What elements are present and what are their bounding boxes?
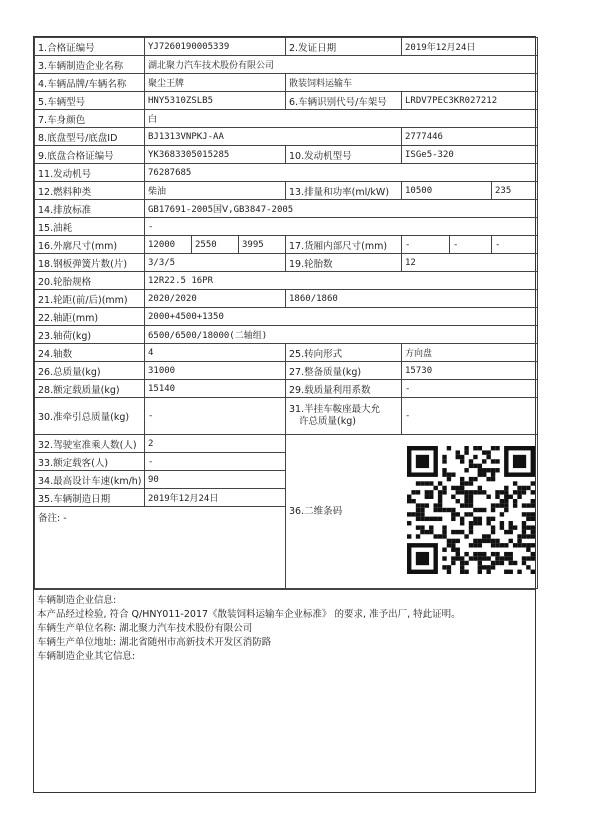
certificate-table: [34, 37, 538, 589]
label-issue-date: 2.发证日期: [286, 38, 402, 56]
row-leaf-springs: [35, 254, 538, 272]
footer-line-5: 车辆制造企业其它信息:: [37, 651, 136, 662]
value-tire-spec: 12R22.5 16PR: [145, 272, 538, 290]
label-cab-capacity: 32.驾驶室准乘人数(人): [35, 435, 145, 453]
row-chassis-cert: [35, 146, 538, 164]
value-length: 12000: [145, 236, 192, 254]
value-power: 235: [492, 182, 538, 200]
value-load-utilization: -: [402, 380, 538, 398]
label-steering: 25.转向形式: [286, 344, 402, 362]
label-track: 21.轮距(前/后)(mm): [35, 290, 145, 308]
label-body-color: 7.车身颜色: [35, 110, 145, 128]
label-dimensions: 16.外廓尺寸(mm): [35, 236, 145, 254]
label-cargo-dimensions: 17.货厢内部尺寸(mm): [286, 236, 402, 254]
label-tire-spec: 20.轮胎规格: [35, 272, 145, 290]
row-manufacturer: [35, 56, 538, 74]
certificate-document: [33, 36, 536, 793]
label-tire-count: 19.轮胎数: [286, 254, 402, 272]
row-axles: [35, 344, 538, 362]
label-towing-mass: 30.准牵引总质量(kg): [35, 398, 145, 435]
footer-line-3: 车辆生产单位名称: 湖北聚力汽车技术股份有限公司: [37, 623, 253, 634]
label-load-utilization: 29.载质量利用系数: [286, 380, 402, 398]
label-model: 5.车辆型号: [35, 92, 145, 110]
row-wheelbase: [35, 308, 538, 326]
row-body-color: [35, 110, 538, 128]
qr-code-container: [405, 435, 537, 585]
qr-code-icon: [407, 446, 535, 574]
label-saddle-mass-line1: 31.半挂车鞍座最大允: [289, 404, 381, 415]
value-saddle-mass: -: [402, 398, 538, 435]
value-wheelbase: 2000+4500+1350: [145, 308, 538, 326]
label-manufacture-date: 35.车辆制造日期: [35, 489, 145, 507]
value-track-front: 2020/2020: [145, 290, 286, 308]
value-displacement: 10500: [402, 182, 492, 200]
label-fuel: 12.燃料种类: [35, 182, 145, 200]
row-axle-load: [35, 326, 538, 344]
value-cargo-width: -: [450, 236, 492, 254]
value-vin: LRDV7PEC3KR027212: [402, 92, 538, 110]
value-tire-count: 12: [402, 254, 538, 272]
value-cargo-height: -: [492, 236, 538, 254]
value-engine-number: 76287685: [145, 164, 538, 182]
row-fuel-consumption: [35, 218, 538, 236]
value-brand: 聚尘王牌: [145, 74, 286, 92]
value-cargo-length: -: [402, 236, 450, 254]
label-wheelbase: 22.轴距(mm): [35, 308, 145, 326]
label-chassis-cert: 9.底盘合格证编号: [35, 146, 145, 164]
label-certificate-number: 1.合格证编号: [35, 38, 145, 56]
footer-line-2: 本产品经过检验, 符合 Q/HNY011-2017《散装饲料运输车企业标准》 的要求, 准予出厂, 特此证明。: [37, 609, 461, 620]
value-track-rear: 1860/1860: [286, 290, 538, 308]
label-gross-mass: 26.总质量(kg): [35, 362, 145, 380]
value-chassis-cert: YK3683305015285: [145, 146, 286, 164]
value-issue-date: 2019年12月24日: [402, 38, 538, 56]
row-tire-spec: [35, 272, 538, 290]
value-towing-mass: -: [145, 398, 286, 435]
row-emission: [35, 200, 538, 218]
value-engine-model: ISGe5-320: [402, 146, 538, 164]
label-saddle-mass-line2: 许总质量(kg): [299, 416, 356, 427]
label-axles: 24.轴数: [35, 344, 145, 362]
value-chassis-id: 2777446: [402, 128, 538, 146]
value-passengers: -: [145, 453, 286, 471]
label-emission: 14.排放标准: [35, 200, 145, 218]
row-towing-mass: [35, 398, 538, 435]
value-manufacturer: 湖北聚力汽车技术股份有限公司: [145, 56, 538, 74]
label-qr: 36.二维条码: [289, 506, 343, 517]
manufacturer-info: [34, 589, 535, 778]
row-chassis: [35, 128, 538, 146]
row-gross-mass: [35, 362, 538, 380]
row-engine-number: [35, 164, 538, 182]
row-track: [35, 290, 538, 308]
value-model: HNY5310ZSLB5: [145, 92, 286, 110]
row-rated-load: [35, 380, 538, 398]
label-saddle-mass: [286, 398, 402, 435]
value-vehicle-name: 散装饲料运输车: [286, 74, 538, 92]
value-width: 2550: [192, 236, 239, 254]
label-chassis: 8.底盘型号/底盘ID: [35, 128, 145, 146]
row-model: [35, 92, 538, 110]
value-fuel: 柴油: [145, 182, 286, 200]
footer-line-1: 车辆制造企业信息:: [37, 595, 117, 606]
row-fuel: [35, 182, 538, 200]
label-passengers: 33.额定载客(人): [35, 453, 145, 471]
value-rated-load: 15140: [145, 380, 286, 398]
value-certificate-number: YJ7260190005339: [145, 38, 286, 56]
label-fuel-consumption: 15.油耗: [35, 218, 145, 236]
row-brand: [35, 74, 538, 92]
label-engine-model: 10.发动机型号: [286, 146, 402, 164]
value-manufacture-date: 2019年12月24日: [145, 489, 286, 507]
value-emission: GB17691-2005国Ⅴ,GB3847-2005: [145, 200, 538, 218]
value-body-color: 白: [145, 110, 538, 128]
label-displacement: 13.排量和功率(ml/kW): [286, 182, 402, 200]
value-curb-mass: 15730: [402, 362, 538, 380]
row-certificate-number: [35, 38, 538, 56]
value-cab-capacity: 2: [145, 435, 286, 453]
value-max-speed: 90: [145, 471, 286, 489]
value-axles: 4: [145, 344, 286, 362]
value-leaf-springs: 3/3/5: [145, 254, 286, 272]
label-engine-number: 11.发动机号: [35, 164, 145, 182]
label-curb-mass: 27.整备质量(kg): [286, 362, 402, 380]
label-max-speed: 34.最高设计车速(km/h): [35, 471, 145, 489]
value-height: 3995: [239, 236, 286, 254]
value-axle-load: 6500/6500/18000(二轴组): [145, 326, 538, 344]
qr-section: [286, 435, 538, 589]
label-axle-load: 23.轴荷(kg): [35, 326, 145, 344]
value-chassis-model: BJ1313VNPKJ-AA: [145, 128, 402, 146]
row-dimensions: [35, 236, 538, 254]
label-manufacturer: 3.车辆制造企业名称: [35, 56, 145, 74]
label-remarks: 备注: -: [35, 507, 286, 589]
footer-line-4: 车辆生产单位地址: 湖北省随州市高新技术开发区消防路: [37, 637, 272, 648]
value-steering: 方向盘: [402, 344, 538, 362]
label-vin: 6.车辆识别代号/车架号: [286, 92, 402, 110]
row-cab-capacity: [35, 435, 538, 453]
label-brand: 4.车辆品牌/车辆名称: [35, 74, 145, 92]
value-fuel-consumption: -: [145, 218, 538, 236]
label-rated-load: 28.额定载质量(kg): [35, 380, 145, 398]
value-gross-mass: 31000: [145, 362, 286, 380]
label-leaf-springs: 18.钢板弹簧片数(片): [35, 254, 145, 272]
